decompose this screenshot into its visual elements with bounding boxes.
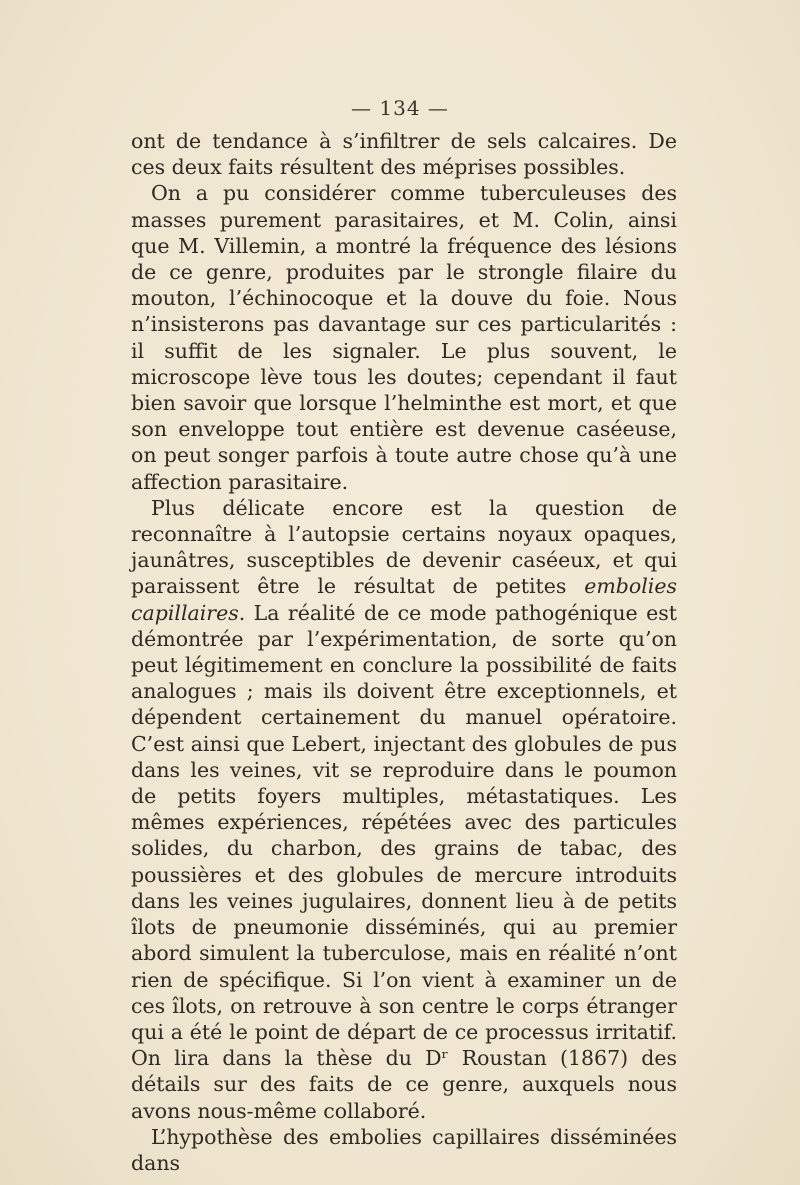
- paragraph-2: On a pu considérer comme tuberculeuses des masses purement parasitaires, et M. Colin, ainsi que M. Villemin, a montré la fréquence des lésions de ce genre, produites par le strongle filaire du mouton, l’échinocoque et la douve du foie. Nous n’insisterons pas davantage sur ces particularités : il suffit de les signaler. Le plus souvent, le microscope lève tous les doutes; cependant il faut bien savoir que lorsque l’helminthe est mort, et que son enveloppe tout entière est devenue caséeuse, on peut songer parfois à toute autre chose qu’à une affection parasitaire.: [131, 181, 677, 494]
- paragraph-3-start: Plus délicate encore est la question de reconnaître à l’autopsie certains noyaux opaques, jaunâtres, susceptibles de devenir caséeux, et qui paraissent être le résultat de petites: [131, 495, 677, 599]
- paragraph-3-rest: . La réalité de ce mode pathogénique est démontrée par l’expérimentation, de sorte qu’on peut légitimement en conclure la possibilité de faits analogues ; mais ils doivent être exceptionnels, et dépendent certainement du manuel opératoire. C’est ainsi que Lebert, injectant des globules de pus dans les veines, vit se reproduire dans le poumon de petits foyers multiples, métastatiques. Les mêmes expériences, répétées avec des particules solides, du charbon, des grains de tabac, des poussières et des globules de mercure introduits dans les veines jugulaires, donnent lieu à de petits îlots de pneumonie disséminés, qui au premier abord simulent la tuberculose, mais en réalité n’ont rien de spécifique. Si l’on vient à examiner un de ces îlots, on retrouve à son centre le corps étranger qui a été le point de départ de ce processus irritatif. On lira dans la thèse du Dʳ Roustan (1867) des détails sur des faits de ce genre, auxquels nous avons nous-même collaboré.: [131, 600, 677, 1123]
- body-text: [131, 128, 677, 1176]
- paragraph-4: L’hypothèse des embolies capillaires disséminées dans: [131, 1124, 677, 1175]
- italic-term: embolies capillaires: [131, 574, 677, 625]
- paragraph-3: [131, 495, 677, 1124]
- page-number: — 134 —: [351, 96, 449, 120]
- paragraph-1: ont de tendance à s’infiltrer de sels calcaires. De ces deux faits résultent des méprises possibles.: [131, 129, 677, 180]
